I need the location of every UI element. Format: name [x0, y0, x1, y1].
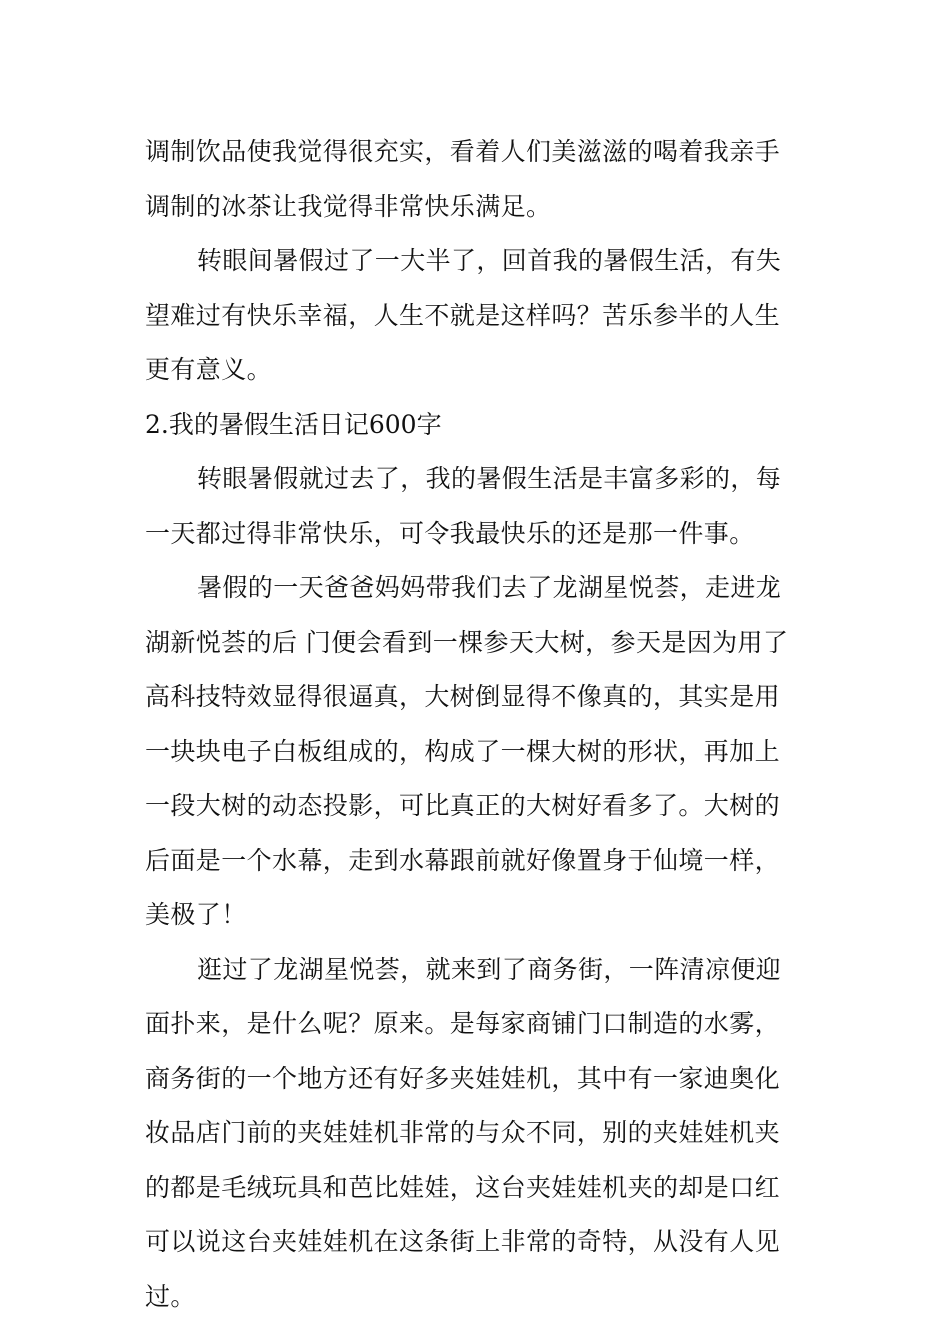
text-line: 望难过有快乐幸福，人生不就是这样吗？苦乐参半的人生 [145, 300, 781, 330]
text-line: 面扑来，是什么呢？原来。是每家商铺门口制造的水雾， [145, 1009, 781, 1038]
text-line: 逛过了龙湖星悦荟，就来到了商务街，一阵清凉便迎 [197, 954, 782, 984]
text-line: 更有意义。 [145, 355, 273, 384]
text-line: 美极了！ [145, 900, 247, 929]
text-line: 高科技特效显得很逼真，大树倒显得不像真的，其实是用 [145, 682, 781, 711]
text-line: 妆品店门前的夹娃娃机非常的与众不同，别的夹娃娃机夹 [145, 1118, 781, 1147]
text-line: 调制饮品使我觉得很充实，看着人们美滋滋的喝着我亲手 [145, 137, 781, 166]
text-line: 可以说这台夹娃娃机在这条街上非常的奇特，从没有人见 [145, 1227, 781, 1256]
text-line: 暑假的一天爸爸妈妈带我们去了龙湖星悦荟，走进龙 [197, 573, 782, 602]
text-line: 调制的冰茶让我觉得非常快乐满足。 [145, 191, 552, 221]
text-line: 的都是毛绒玩具和芭比娃娃，这台夹娃娃机夹的却是口红 [145, 1172, 781, 1202]
text-line: 一天都过得非常快乐，可令我最快乐的还是那一件事。 [145, 518, 755, 548]
text-line: 湖新悦荟的后 门便会看到一棵参天大树，参天是因为用了 [145, 627, 789, 657]
text-line: 过。 [145, 1281, 196, 1311]
document-body [145, 125, 810, 1324]
text-line: 转眼暑假就过去了，我的暑假生活是丰富多彩的，每 [197, 464, 782, 493]
section-heading: 2.我的暑假生活日记600字 [145, 409, 442, 439]
text-line: 商务街的一个地方还有好多夹娃娃机，其中有一家迪奥化 [145, 1063, 781, 1093]
text-line: 一段大树的动态投影，可比真正的大树好看多了。大树的 [145, 791, 781, 820]
text-line: 转眼间暑假过了一大半了，回首我的暑假生活，有失 [197, 246, 782, 275]
text-line: 一块块电子白板组成的，构成了一棵大树的形状，再加上 [145, 736, 781, 766]
text-line: 后面是一个水幕，走到水幕跟前就好像置身于仙境一样， [145, 845, 781, 875]
